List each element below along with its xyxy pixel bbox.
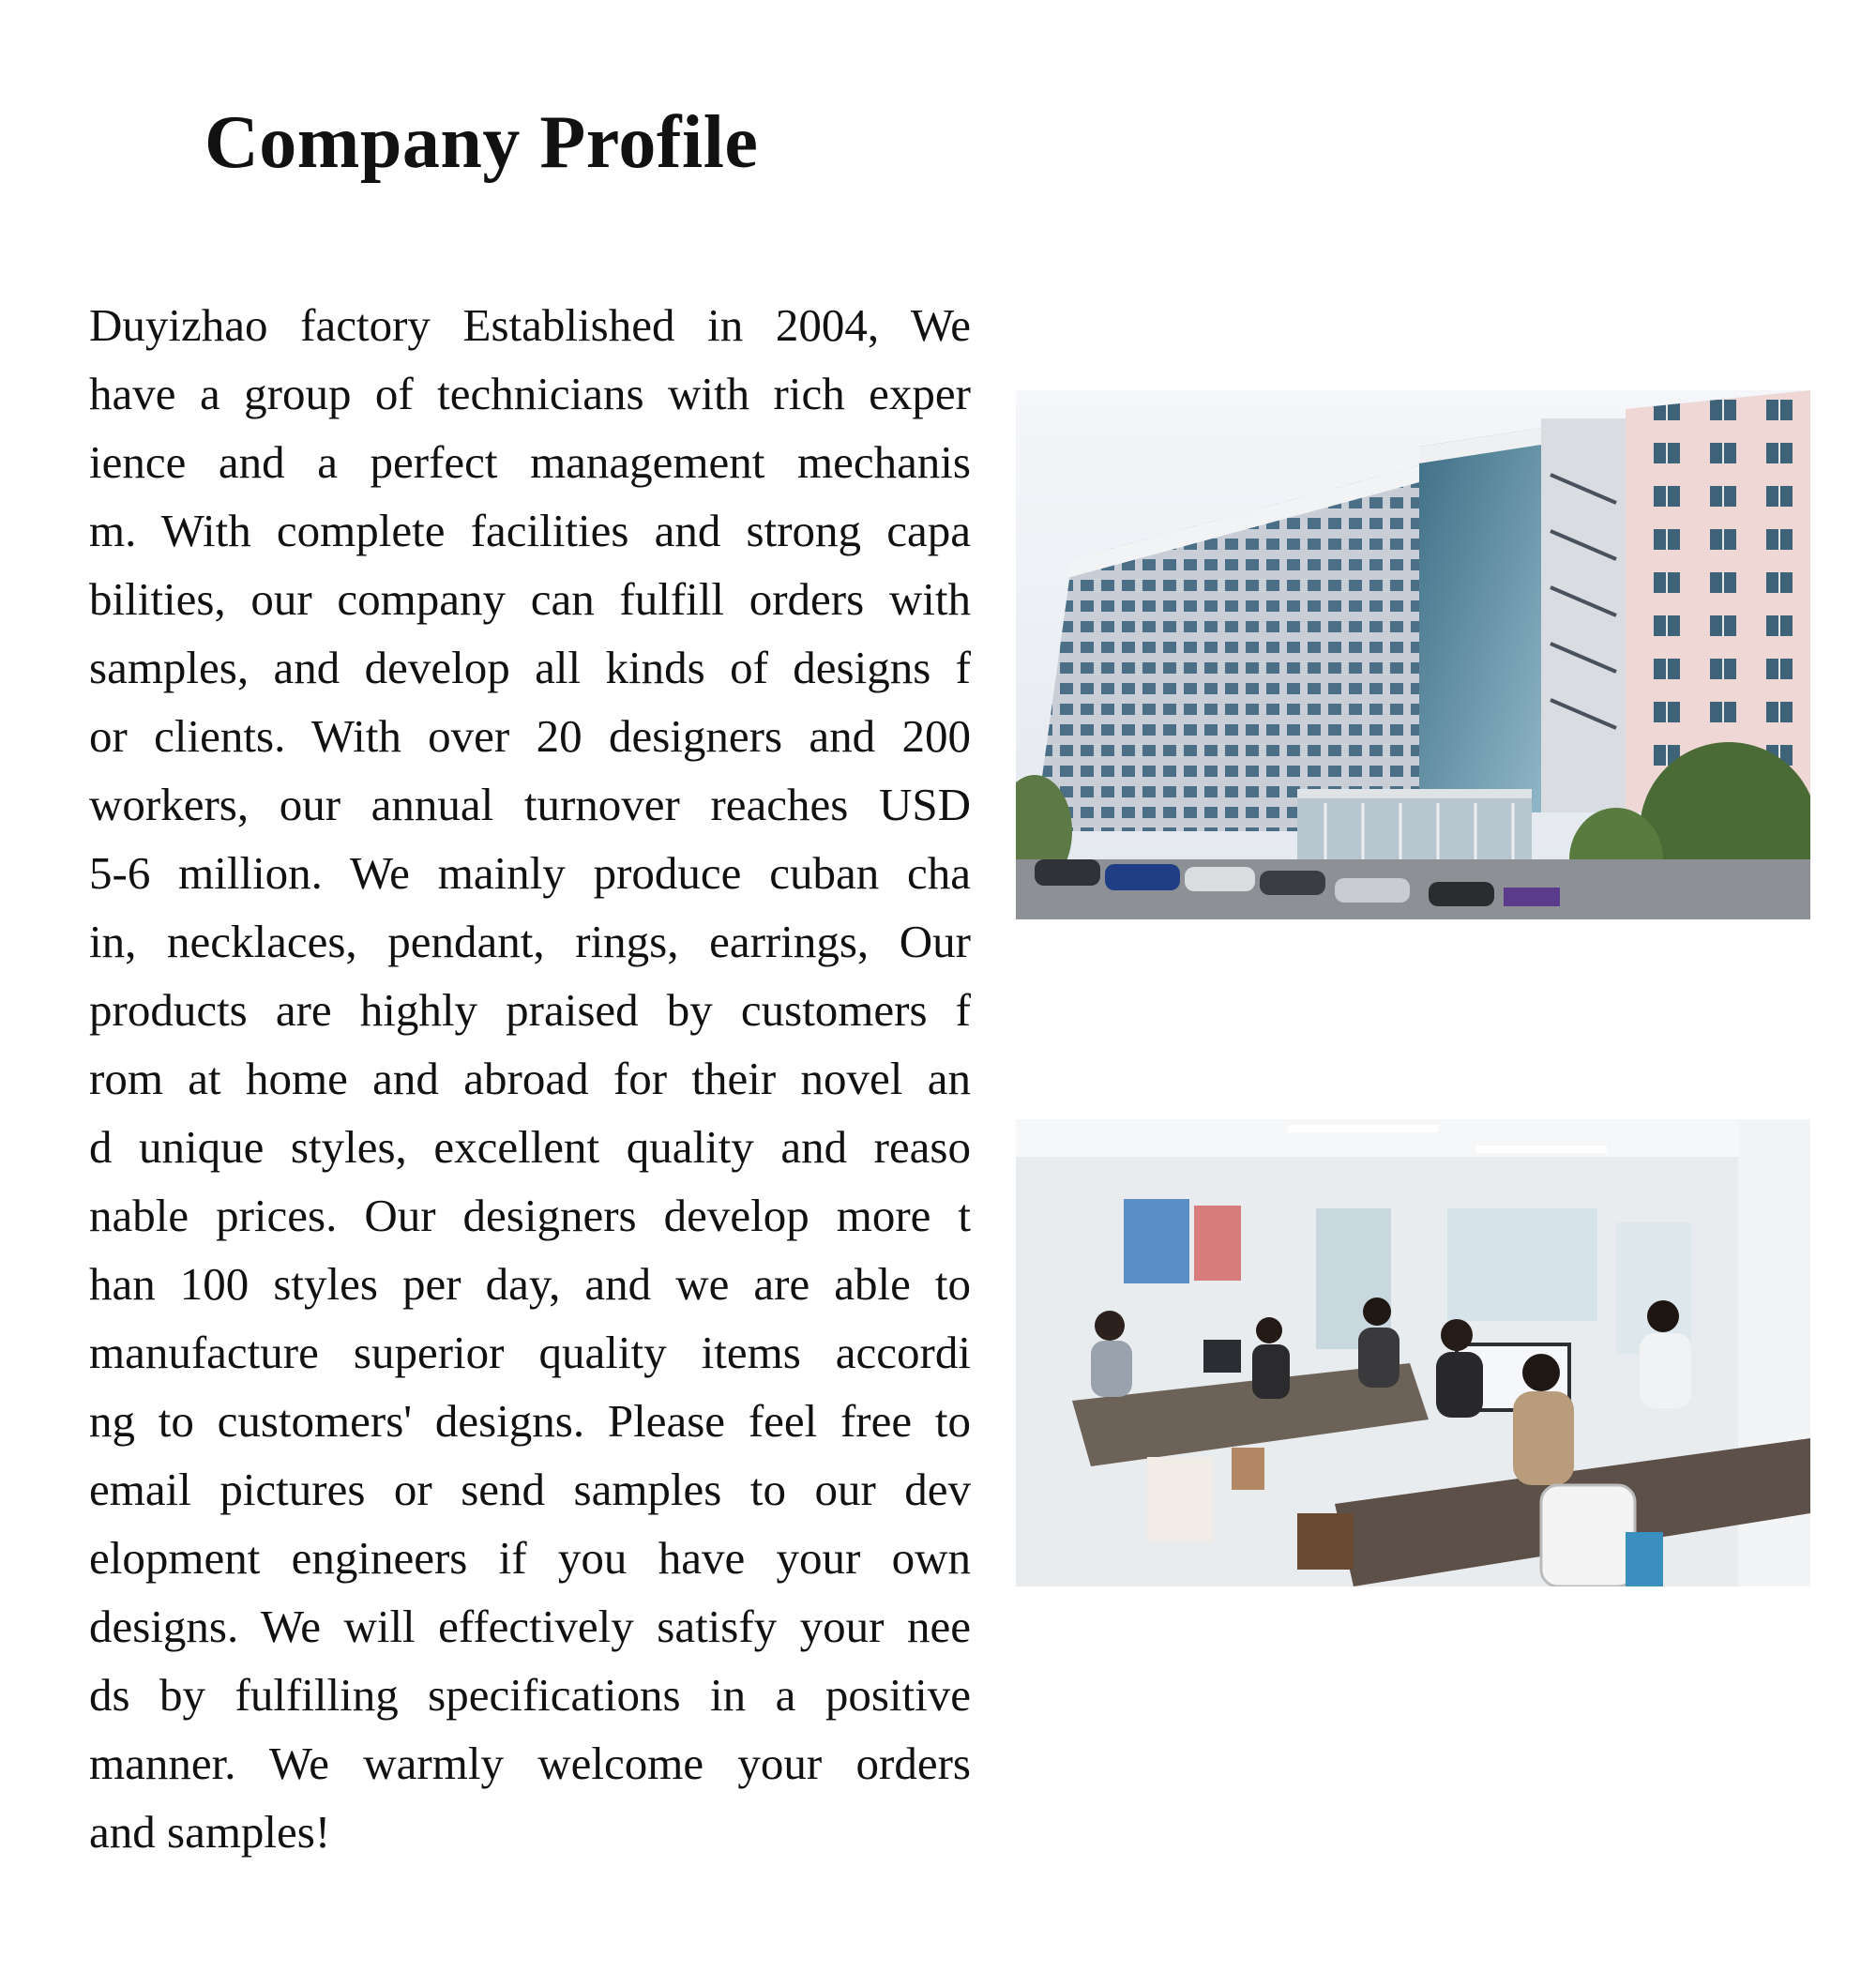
company-description [89, 291, 971, 1866]
text-line: bilities, our company can fulfill orders with [89, 573, 971, 625]
text-line: ience and a perfect management mechanis [89, 436, 971, 488]
text-line: manner. We warmly welcome your orders [89, 1738, 971, 1789]
text-line: email pictures or send samples to our dev [89, 1464, 971, 1515]
page-title: Company Profile [204, 101, 759, 184]
text-line: have a group of technicians with rich exper [89, 368, 971, 419]
text-line: han 100 styles per day, and we are able to [89, 1258, 971, 1310]
text-line: ng to customers' designs. Please feel free to [89, 1395, 971, 1447]
text-line: in, necklaces, pendant, rings, earrings, Our [89, 916, 971, 967]
text-line: elopment engineers if you have your own [89, 1532, 971, 1584]
office-team-photo [1016, 1119, 1810, 1586]
text-line: m. With complete facilities and strong capa [89, 505, 971, 556]
text-line: d unique styles, excellent quality and reaso [89, 1121, 971, 1173]
text-line: ds by fulfilling specifications in a positive [89, 1669, 971, 1721]
text-line: workers, our annual turnover reaches USD [89, 779, 971, 830]
text-line: products are highly praised by customers f [89, 984, 971, 1036]
text-line: Duyizhao factory Established in 2004, We [89, 299, 971, 351]
factory-building-photo [1016, 390, 1810, 919]
text-line: designs. We will effectively satisfy your nee [89, 1601, 971, 1652]
text-line: 5-6 million. We mainly produce cuban cha [89, 847, 971, 899]
text-line: rom at home and abroad for their novel an [89, 1053, 971, 1104]
text-line: or clients. With over 20 designers and 200 [89, 710, 971, 762]
text-line: manufacture superior quality items accordi [89, 1327, 971, 1378]
text-line: and samples! [89, 1806, 331, 1858]
text-line: nable prices. Our designers develop more t [89, 1190, 971, 1241]
text-line: samples, and develop all kinds of designs f [89, 642, 971, 693]
